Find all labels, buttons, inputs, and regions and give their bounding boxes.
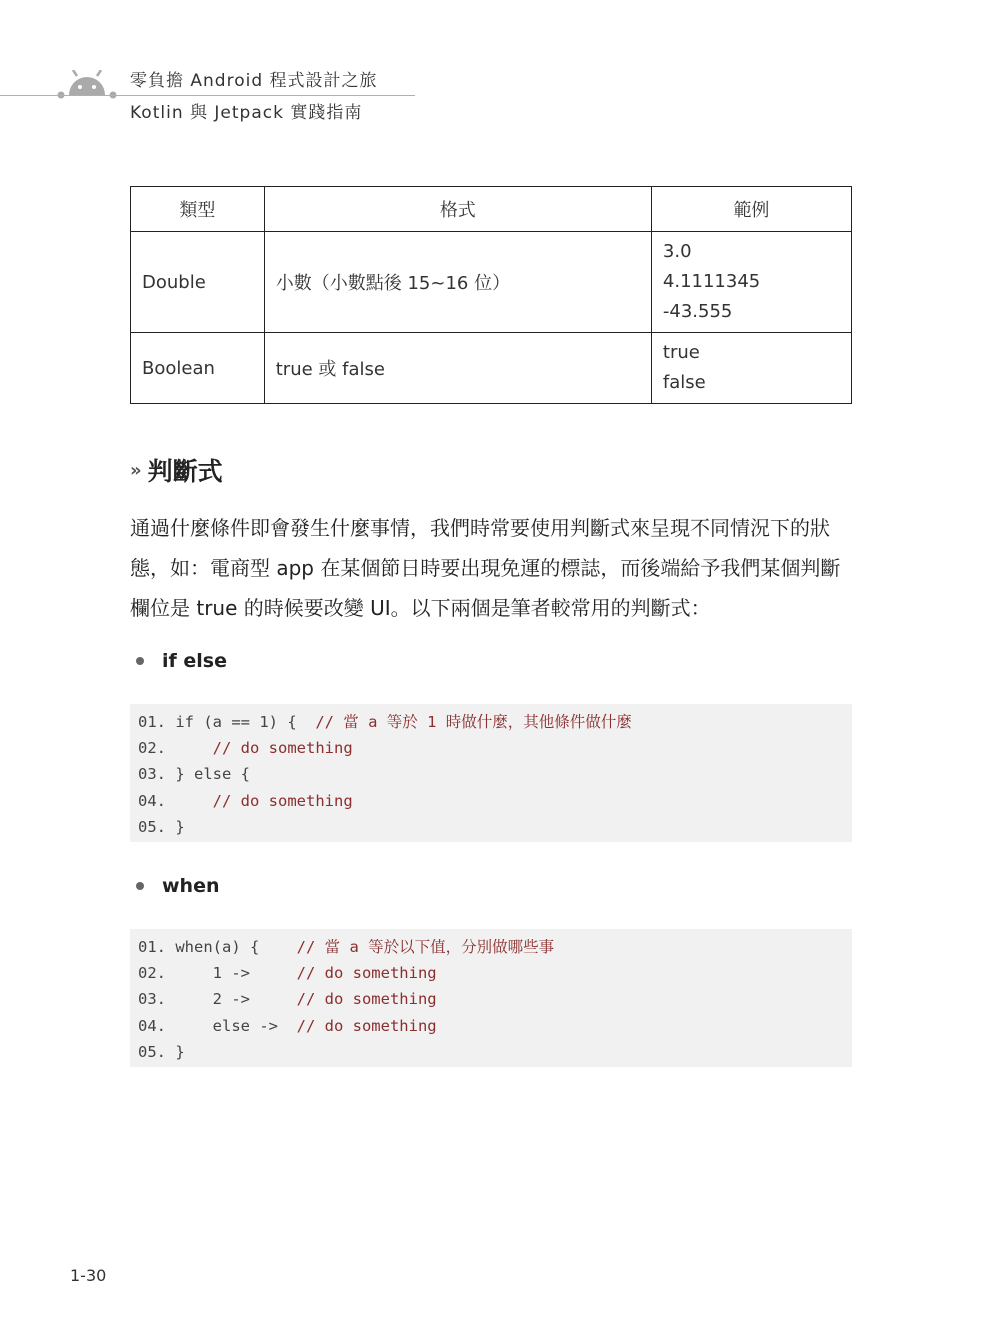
code-line <box>130 934 852 960</box>
code-text: } else { <box>166 765 250 784</box>
table-cell-type: Double <box>131 232 265 333</box>
body-paragraph: 通過什麼條件即會發生什麼事情，我們時常要使用判斷式來呈現不同情況下的狀態，如：電商型 app 在某個節日時要出現免運的標誌，而後端給予我們某個判斷欄位是 true 的時候要改變 UI。以下兩個是筆者較常用的判斷式： <box>130 516 841 620</box>
table-cell-format: 小數（小數點後 15~16 位） <box>264 232 651 333</box>
example-value: 3.0 <box>662 241 692 262</box>
code-text: if (a == 1) { <box>166 713 316 731</box>
line-number: 02. <box>138 739 166 758</box>
section-heading-text: 判斷式 <box>147 457 223 486</box>
table-row <box>131 333 852 404</box>
example-value: 4.1111345 <box>662 271 761 292</box>
table-header-example: 範例 <box>651 187 851 232</box>
bullet-dot-icon <box>136 882 144 890</box>
line-number: 01. <box>138 713 166 731</box>
code-comment: // do something <box>212 739 353 758</box>
header-rule <box>0 95 415 96</box>
code-text: 1 -> <box>166 964 297 983</box>
example-value: true <box>662 342 700 363</box>
code-text: } <box>166 817 185 836</box>
code-block-when <box>130 929 852 1067</box>
bullet-dot-icon <box>136 657 144 665</box>
book-title: 零負擔 Android 程式設計之旅 <box>130 71 378 91</box>
table-cell-examples <box>651 232 851 333</box>
bullet-when <box>136 875 220 897</box>
line-number: 04. <box>138 791 166 810</box>
page-number: 1-30 <box>70 1266 107 1285</box>
code-line <box>130 761 852 787</box>
code-text: } <box>166 1042 185 1061</box>
code-comment: // do something <box>296 990 437 1009</box>
data-type-table <box>130 186 852 404</box>
code-block-if-else <box>130 704 852 842</box>
code-text: when(a) { <box>166 938 297 956</box>
bullet-if-else <box>136 650 227 672</box>
table-cell-format: true 或 false <box>264 333 651 404</box>
double-chevron-icon: » <box>130 459 138 481</box>
table-header-format: 格式 <box>264 187 651 232</box>
line-number: 05. <box>138 1042 166 1061</box>
table-row <box>131 232 852 333</box>
code-line <box>130 1013 852 1039</box>
code-line <box>130 788 852 814</box>
code-line <box>130 735 852 761</box>
example-value: false <box>662 372 706 393</box>
line-number: 05. <box>138 817 166 836</box>
table-cell-examples <box>651 333 851 404</box>
code-line <box>130 709 852 735</box>
code-line <box>130 1039 852 1065</box>
section-heading <box>130 452 223 488</box>
book-subtitle: Kotlin 與 Jetpack 實踐指南 <box>130 103 363 123</box>
table-cell-type: Boolean <box>131 333 265 404</box>
line-number: 01. <box>138 938 166 956</box>
table-header-type: 類型 <box>131 187 265 232</box>
code-comment: // 當 a 等於 1 時做什麼，其他條件做什麼 <box>315 713 632 731</box>
line-number: 03. <box>138 990 166 1009</box>
line-number: 03. <box>138 765 166 784</box>
code-line <box>130 986 852 1012</box>
code-line <box>130 960 852 986</box>
line-number: 02. <box>138 964 166 983</box>
code-text: else -> <box>166 1016 297 1035</box>
code-comment: // 當 a 等於以下值，分別做哪些事 <box>296 938 555 956</box>
code-line <box>130 814 852 840</box>
code-text <box>166 792 213 810</box>
code-comment: // do something <box>296 964 437 983</box>
code-comment: // do something <box>212 791 353 810</box>
android-robot-icon <box>56 70 118 102</box>
code-text <box>166 739 213 757</box>
line-number: 04. <box>138 1016 166 1035</box>
code-text: 2 -> <box>166 990 297 1009</box>
code-comment: // do something <box>296 1016 437 1035</box>
example-value: -43.555 <box>662 301 733 322</box>
table-header-row <box>131 187 852 232</box>
bullet-label: if else <box>162 650 227 672</box>
bullet-label: when <box>162 875 220 897</box>
